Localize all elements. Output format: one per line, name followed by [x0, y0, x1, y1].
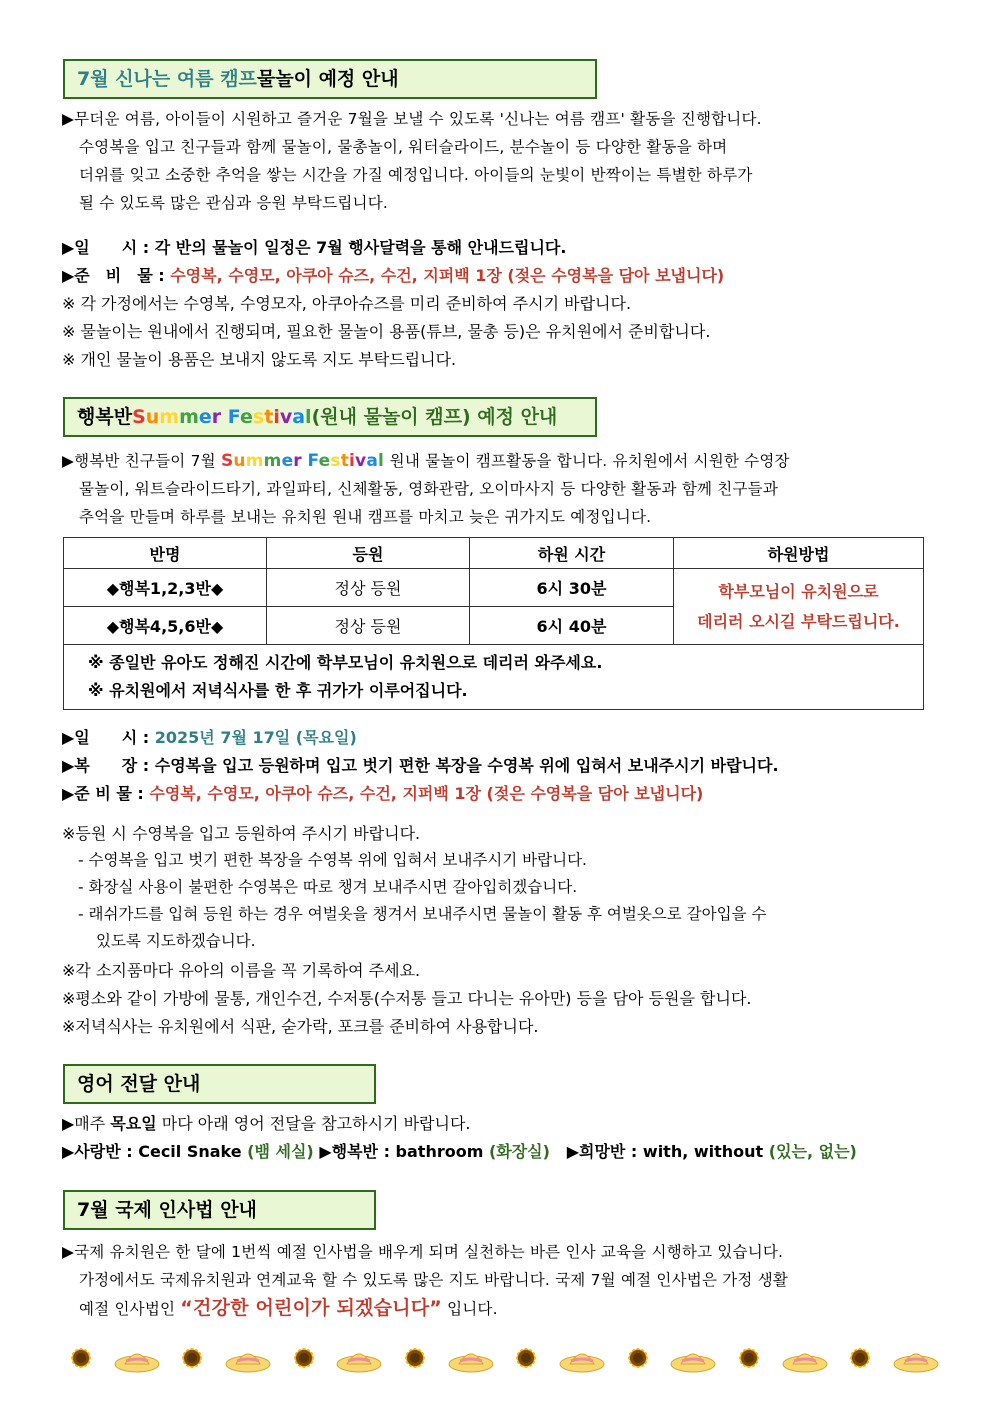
intro-line: 추억을 만들며 하루를 보내는 유치원 원내 캠프를 마치고 늦은 귀가지도 예정입니다.	[79, 508, 652, 526]
summer-festival-wordart	[132, 405, 312, 428]
festival-note: ※각 소지품마다 유아의 이름을 꼭 기록하여 주세요.	[62, 961, 421, 980]
sunhat-icon	[558, 1340, 606, 1376]
sunhat-icon	[113, 1340, 161, 1376]
rainbow-letter: e	[240, 405, 253, 428]
rainbow-letter: e	[281, 451, 294, 471]
greeting-line-text: 예절 인사법인	[79, 1300, 181, 1318]
happy-class-english: bathroom	[395, 1142, 484, 1161]
bottom-decoration-row	[60, 1340, 940, 1376]
summer-camp-supplies	[62, 262, 724, 290]
column-header: 등원	[267, 538, 470, 569]
supplies-label: ▶준 비 물 :	[62, 784, 144, 803]
sunflower-icon	[505, 1340, 547, 1376]
table-note: ※ 종일반 유아도 정해진 시간에 학부모님이 유치원으로 데리러 와주세요.	[88, 653, 603, 672]
summer-camp-date	[62, 234, 566, 262]
intro-line: 원내 물놀이 캠프활동을 합니다. 유치원에서 시원한 수영장	[389, 452, 790, 470]
class-name-cell: ◆행복1,2,3반◆	[64, 569, 267, 607]
sunflower-icon	[394, 1340, 436, 1376]
rainbow-letter: l	[305, 405, 312, 428]
date-value: 2025년 7월 17일 (목요일)	[149, 728, 357, 747]
rainbow-letter: m	[179, 405, 199, 428]
class-name-cell: ◆행복4,5,6반◆	[64, 607, 267, 645]
love-class-label: ▶사랑반 :	[62, 1142, 139, 1161]
festival-note: ※평소와 같이 가방에 물통, 개인수건, 수저통(수저통 들고 다니는 유아만) 등을 담아 등원을 합니다.	[62, 989, 752, 1008]
rainbow-letter: a	[292, 405, 306, 428]
love-class-korean: (뱀 세실)	[241, 1142, 314, 1161]
festival-supplies	[62, 780, 703, 808]
rainbow-letter: e	[318, 451, 331, 471]
method-line: 학부모님이 유치원으로	[718, 581, 879, 601]
method-line: 데리러 오시길 부탁드립니다.	[697, 611, 900, 631]
title-class: 행복반	[77, 405, 133, 428]
table-header-row	[64, 538, 924, 569]
clothes-value: 수영복을 입고 등원하며 입고 벗기 편한 복장을 수영복 위에 입혀서 보내주시기 바랍니다.	[149, 756, 779, 775]
festival-sub-note: - 래쉬가드를 입혀 등원 하는 경우 여벌옷을 챙겨서 보내주시면 물놀이 활동 후 여벌옷으로 갈아입을 수	[78, 905, 767, 923]
sunflower-icon	[839, 1340, 881, 1376]
intro-line: 수영복을 입고 친구들과 함께 물놀이, 물총놀이, 워터슬라이드, 분수놀이 등 다양한 활동을 하며	[79, 138, 728, 156]
sunflower-icon	[728, 1340, 770, 1376]
happy-class-korean: (화장실)	[483, 1142, 550, 1161]
rainbow-letter: i	[273, 405, 280, 428]
section-title-english: 영어 전달 안내	[63, 1064, 376, 1104]
festival-intro	[62, 447, 930, 531]
rainbow-letter: i	[349, 451, 356, 471]
column-header: 하원방법	[674, 538, 924, 569]
table-row	[64, 569, 924, 607]
sunflower-icon	[283, 1340, 325, 1376]
sunflower-icon	[171, 1340, 213, 1376]
english-intro	[62, 1110, 471, 1138]
rainbow-letter: F	[307, 451, 319, 471]
sunhat-icon	[669, 1340, 717, 1376]
english-words	[62, 1138, 857, 1166]
date-label: ▶일 시 :	[62, 238, 150, 257]
section-title-greeting: 7월 국제 인사법 안내	[63, 1190, 376, 1230]
english-intro-text: 마다 아래 영어 전달을 참고하시기 바랍니다.	[156, 1114, 471, 1133]
rainbow-letter: m	[263, 451, 282, 471]
summer-camp-intro	[62, 105, 930, 217]
sunhat-icon	[781, 1340, 829, 1376]
rainbow-letter: F	[227, 405, 241, 428]
intro-line: 물놀이, 워트슬라이드타기, 과일파티, 신체활동, 영화관람, 오이마사지 등 다양한 활동과 함께 친구들과	[79, 480, 779, 498]
festival-sub-note: - 화장실 사용이 불편한 수영복은 따로 챙겨 보내주시면 갈아입히겠습니다.	[78, 878, 578, 896]
rainbow-letter: v	[355, 451, 367, 471]
hope-class-english: with, without	[642, 1142, 764, 1161]
date-value: 각 반의 물놀이 일정은 7월 행사달력을 통해 안내드립니다.	[149, 238, 567, 257]
festival-sub-note: - 수영복을 입고 벗기 편한 복장을 수영복 위에 입혀서 보내주시기 바랍니다.	[78, 851, 587, 869]
rainbow-letter: e	[198, 405, 212, 428]
greeting-text	[62, 1238, 930, 1323]
hope-class-label: ▶희망반 :	[566, 1142, 643, 1161]
pickup-time-cell: 6시 40분	[470, 607, 674, 645]
festival-inline-wordart	[221, 451, 390, 471]
sunflower-icon	[60, 1340, 102, 1376]
sunhat-icon	[892, 1340, 940, 1376]
rainbow-letter: a	[366, 451, 379, 471]
pickup-schedule-table	[63, 537, 924, 710]
intro-line: 될 수 있도록 많은 관심과 응원 부탁드립니다.	[79, 194, 389, 212]
supplies-label: ▶준 비 물 :	[62, 266, 165, 285]
pickup-time-cell: 6시 30분	[470, 569, 674, 607]
english-intro-text: ▶매주	[62, 1114, 111, 1133]
festival-sub-note: 있도록 지도하겠습니다.	[96, 932, 256, 950]
table-note: ※ 유치원에서 저녁식사를 한 후 귀가가 이루어집니다.	[88, 681, 468, 700]
sunhat-icon	[447, 1340, 495, 1376]
date-label: ▶일 시 :	[62, 728, 150, 747]
greeting-line	[62, 1294, 930, 1323]
title-rest: 물놀이 예정 안내	[256, 67, 399, 90]
rainbow-letter: v	[279, 405, 293, 428]
summer-camp-note: ※ 각 가정에서는 수영복, 수영모자, 아쿠아슈즈를 미리 준비하여 주시기 바랍니다.	[62, 294, 632, 313]
sunflower-icon	[617, 1340, 659, 1376]
rainbow-letter: t	[264, 405, 274, 428]
festival-date	[62, 724, 357, 752]
sunhat-icon	[335, 1340, 383, 1376]
rainbow-letter: r	[211, 405, 222, 428]
rainbow-letter: m	[245, 451, 264, 471]
rainbow-letter: u	[233, 451, 246, 471]
english-day: 목요일	[110, 1114, 157, 1133]
rainbow-letter: t	[340, 451, 350, 471]
intro-line: ▶무더운 여름, 아이들이 시원하고 즐거운 7월을 보낼 수 있도록 '신나는 여름 캠프' 활동을 진행합니다.	[62, 110, 762, 128]
section-title-summer-camp	[63, 59, 597, 99]
title-highlight: 7월 신나는 여름 캠프	[77, 67, 257, 90]
supplies-value: 수영복, 수영모, 아쿠아 슈즈, 수건, 지퍼백 1장 (젖은 수영복을 담아 보냅니다)	[143, 784, 704, 803]
arrival-cell: 정상 등원	[267, 607, 470, 645]
intro-line: ▶행복반 친구들이 7월	[62, 452, 221, 470]
pickup-method-cell	[674, 569, 924, 645]
rainbow-letter: l	[378, 451, 385, 471]
table-notes-row	[64, 645, 924, 710]
greeting-line: 가정에서도 국제유치원과 연계교육 할 수 있도록 많은 지도 바랍니다. 국제 7월 예절 인사법은 가정 생활	[79, 1271, 789, 1289]
arrival-cell: 정상 등원	[267, 569, 470, 607]
rainbow-letter: S	[132, 405, 146, 428]
rainbow-letter: u	[145, 405, 160, 428]
clothes-label: ▶복 장 :	[62, 756, 150, 775]
sunhat-icon	[224, 1340, 272, 1376]
table-notes-cell	[64, 645, 924, 710]
rainbow-letter: s	[330, 451, 341, 471]
happy-class-label: ▶행복반 :	[319, 1142, 396, 1161]
greeting-line: ▶국제 유치원은 한 달에 1번씩 예절 인사법을 배우게 되며 실천하는 바른 인사 교육을 시행하고 있습니다.	[62, 1243, 784, 1261]
rainbow-letter: r	[293, 451, 302, 471]
greeting-line-text: 입니다.	[441, 1300, 498, 1318]
festival-clothes	[62, 752, 779, 780]
summer-camp-note: ※ 개인 물놀이 용품은 보내지 않도록 지도 부탁드립니다.	[62, 350, 457, 369]
hope-class-korean: (있는, 없는)	[763, 1142, 857, 1161]
rainbow-letter: m	[159, 405, 180, 428]
summer-camp-note: ※ 물놀이는 원내에서 진행되며, 필요한 물놀이 용품(튜브, 물총 등)은 유치원에서 준비합니다.	[62, 322, 711, 341]
column-header: 하원 시간	[470, 538, 674, 569]
greeting-quote: “건강한 어린이가 되겠습니다”	[180, 1297, 442, 1319]
column-header: 반명	[64, 538, 267, 569]
rainbow-letter: s	[252, 405, 265, 428]
festival-note: ※저녁식사는 유치원에서 식판, 숟가락, 포크를 준비하여 사용합니다.	[62, 1017, 539, 1036]
section-title-summer-festival	[63, 397, 597, 437]
supplies-value: 수영복, 수영모, 아쿠아 슈즈, 수건, 지퍼백 1장 (젖은 수영복을 담아 보냅니다)	[164, 266, 725, 285]
intro-line: 더위를 잊고 소중한 추억을 쌓는 시간을 가질 예정입니다. 아이들의 눈빛이 반짝이는 특별한 하루가	[79, 166, 753, 184]
festival-note: ※등원 시 수영복을 입고 등원하여 주시기 바랍니다.	[62, 824, 421, 843]
love-class-english: Cecil Snake	[138, 1142, 242, 1161]
rainbow-letter: S	[220, 451, 234, 471]
title-rest: (원내 물놀이 캠프) 예정 안내	[311, 405, 558, 428]
